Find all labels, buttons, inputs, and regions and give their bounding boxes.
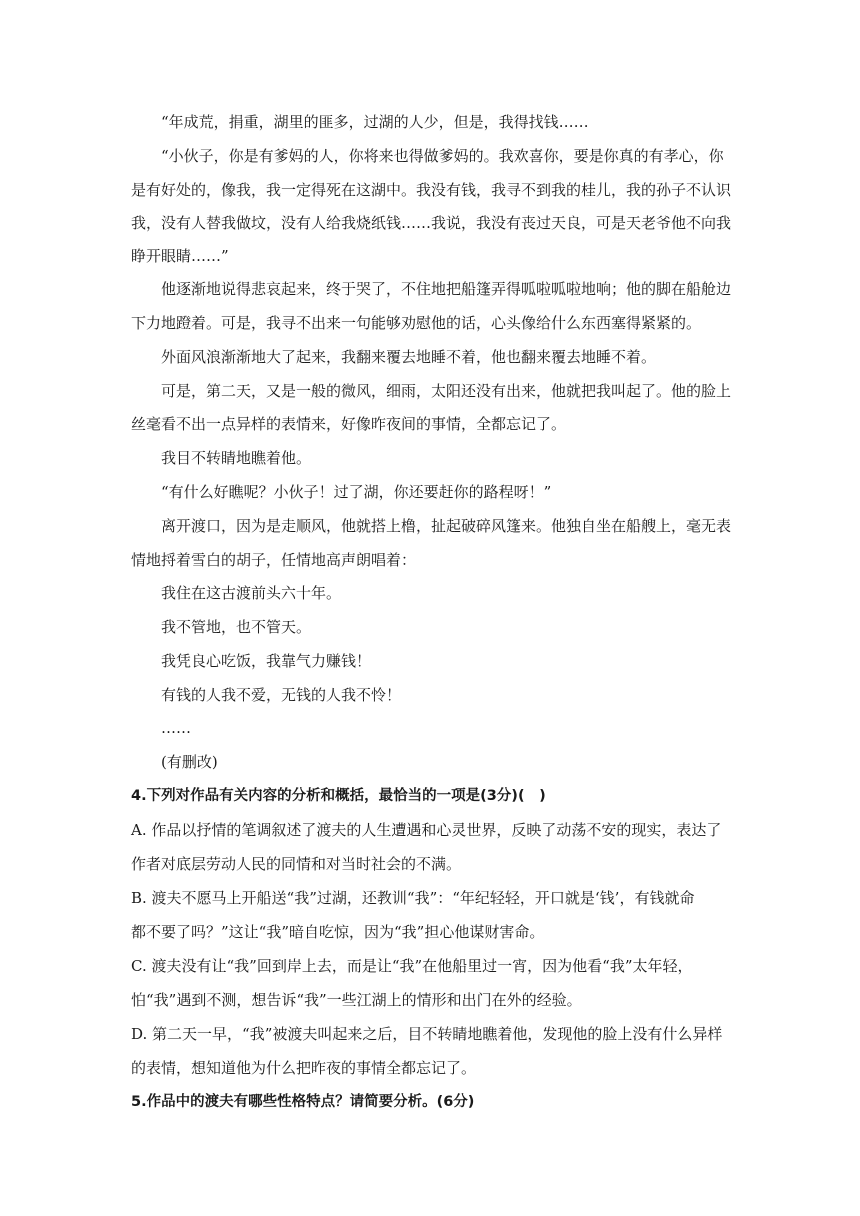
paragraph-line: 离开渡口，因为是走顺风，他就搭上橹，扯起破碎风篷来。他独自坐在船艘上，毫无表 — [161, 517, 732, 535]
source-note: (有删改) — [161, 753, 218, 771]
option-b-cont: 都不要了吗？”这让“我”暗自吃惊，因为“我”担心他谋财害命。 — [131, 923, 545, 941]
paragraph-line: 下力地蹬着。可是，我寻不出来一句能够劝慰他的话，心头像给什么东西塞得紧紧的。 — [131, 314, 702, 332]
question-5-stem: 5.作品中的渡夫有哪些性格特点？请简要分析。(6分) — [131, 1094, 475, 1110]
song-line: 我凭良心吃饭，我靠气力赚钱！ — [161, 652, 372, 670]
paragraph-line: “年成荒，捐重，湖里的匪多，过湖的人少，但是，我得找钱…… — [161, 113, 589, 131]
paragraph-line: 丝毫看不出一点异样的表情来，好像昨夜间的事情，全都忘记了。 — [131, 415, 567, 433]
paragraph-line: “有什么好瞧呢？小伙子！过了湖，你还要赶你的路程呀！” — [161, 483, 552, 501]
song-line: …… — [161, 719, 191, 737]
option-d-cont: 的表情，想知道他为什么把昨夜的事情全都忘记了。 — [131, 1059, 477, 1077]
song-line: 有钱的人我不爱，无钱的人我不怜！ — [161, 686, 402, 704]
paragraph-line: 情地捋着雪白的胡子，任情地高声朗唱着： — [131, 551, 417, 569]
option-c-cont: 怕“我”遇到不测，想告诉“我”一些江湖上的情形和出门在外的经验。 — [131, 991, 582, 1009]
option-c: C. 渡夫没有让“我”回到岸上去，而是让“我”在他船里过一宵，因为他看“我”太年轻， — [131, 957, 693, 975]
paragraph-line: 可是，第二天，又是一般的微风，细雨，太阳还没有出来，他就把我叫起了。他的脸上 — [161, 382, 732, 400]
song-line: 我住在这古渡前头六十年。 — [161, 584, 342, 602]
paragraph-line: 是有好处的，像我，我一定得死在这湖中。我没有钱，我寻不到我的桂儿，我的孙子不认识 — [131, 181, 732, 199]
question-4-stem: 4.下列对作品有关内容的分析和概括，最恰当的一项是(3分)( ) — [131, 788, 546, 804]
option-d: D. 第二天一早，“我”被渡夫叫起来之后，目不转睛地瞧着他，发现他的脸上没有什么异样 — [131, 1025, 723, 1043]
paragraph-line: “小伙子，你是有爹妈的人，你将来也得做爹妈的。我欢喜你，要是你真的有孝心，你 — [161, 147, 724, 165]
paragraph-line: 我目不转睛地瞧着他。 — [161, 449, 312, 467]
paragraph-line: 他逐渐地说得悲哀起来，终于哭了，不住地把船篷弄得呱啦呱啦地响；他的脚在船舱边 — [161, 280, 732, 298]
paragraph-line: 外面风浪渐渐地大了起来，我翻来覆去地睡不着，他也翻来覆去地睡不着。 — [161, 348, 657, 366]
option-b: B. 渡夫不愿马上开船送“我”过湖，还教训“我”：“年纪轻轻，开口就是‘钱’，有钱就命 — [131, 889, 695, 907]
option-a: A. 作品以抒情的笔调叙述了渡夫的人生遭遇和心灵世界，反映了动荡不安的现实，表达了 — [131, 821, 722, 839]
paragraph-line: 睁开眼睛……” — [131, 247, 229, 265]
paragraph-line: 我，没有人替我做坟，没有人给我烧纸钱……我说，我没有丧过天良，可是天老爷他不向我 — [131, 214, 732, 232]
option-a-cont: 作者对底层劳动人民的同情和对当时社会的不满。 — [131, 855, 462, 873]
song-line: 我不管地，也不管天。 — [161, 618, 312, 636]
